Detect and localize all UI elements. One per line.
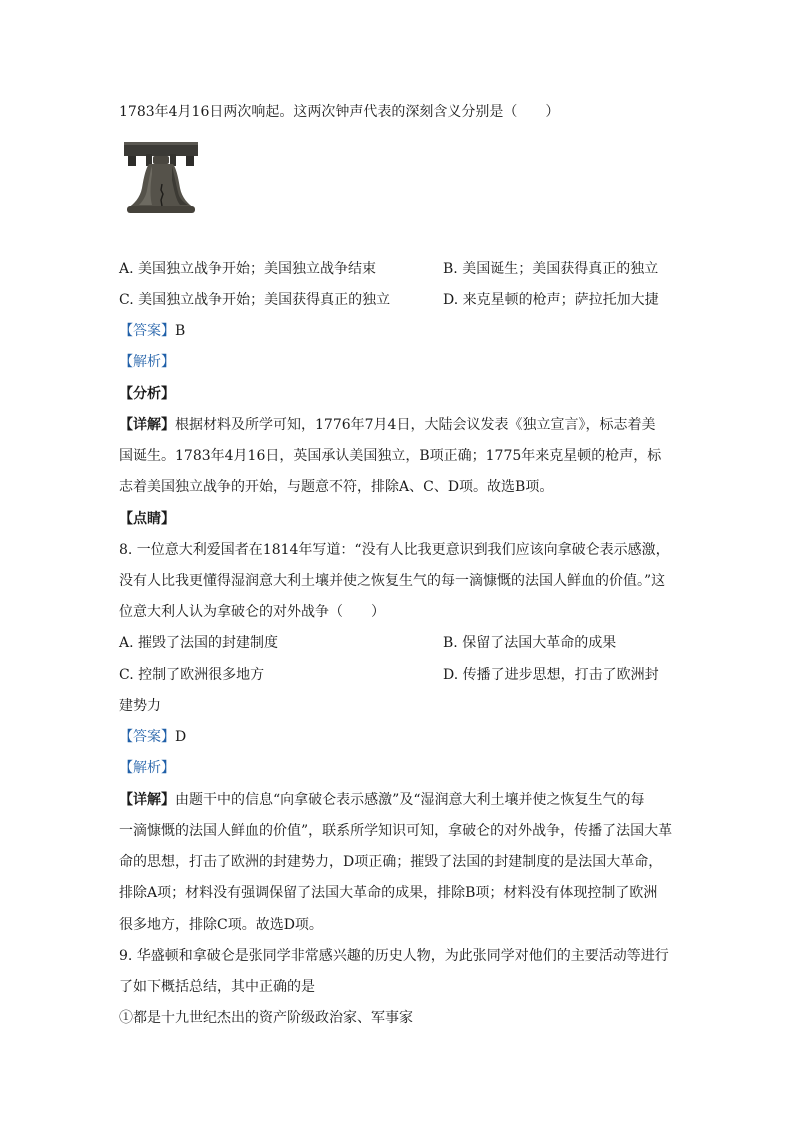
q9-stem-line-2: 了如下概括总结，其中正确的是 <box>119 979 315 995</box>
q8-option-d-continued: 建势力 <box>119 698 161 714</box>
q8-analysis-tag: 【解析】 <box>119 760 175 776</box>
detail-tag: 【详解】 <box>119 792 175 808</box>
q8-stem-line-1: 8. 一位意大利爱国者在1814年写道：“没有人比我更意识到我们应该向拿破仑表示感激， <box>119 542 670 558</box>
liberty-bell-image <box>122 140 200 218</box>
answer-value: B <box>175 323 186 339</box>
q9-stem-line-3: ①都是十九世纪杰出的资产阶级政治家、军事家 <box>119 1010 413 1026</box>
q7-detail-line-2: 国诞生。1783年4月16日，英国承认美国独立，B项正确；1775年来克星顿的枪声，标 <box>119 448 662 464</box>
q8-option-a: A. 摧毁了法国的封建制度 <box>119 635 279 651</box>
detail-text: 由题干中的信息“向拿破仑表示感激”及“湿润意大利土壤并使之恢复生气的每 <box>175 792 645 808</box>
q7-fenxi-tag: 【分析】 <box>119 386 175 402</box>
q7-option-d: D. 来克星顿的枪声；萨拉托加大捷 <box>443 292 659 308</box>
q8-detail-line-2: 一滴慷慨的法国人鲜血的价值”，联系所学知识可知，拿破仑的对外战争，传播了法国大革 <box>119 823 673 839</box>
q7-dianjing-tag: 【点睛】 <box>119 511 175 527</box>
q8-option-b: B. 保留了法国大革命的成果 <box>443 635 617 651</box>
q8-detail-line-1 <box>119 791 644 809</box>
q7-detail-line-3: 志着美国独立战争的开始，与题意不符，排除A、C、D项。故选B项。 <box>119 479 554 495</box>
q8-stem-line-3: 位意大利人认为拿破仑的对外战争（ ） <box>119 604 385 620</box>
q8-option-d: D. 传播了进步思想，打击了欧洲封 <box>443 667 659 683</box>
q7-answer <box>119 322 185 340</box>
q7-option-b: B. 美国诞生；美国获得真正的独立 <box>443 261 659 277</box>
q8-detail-line-4: 排除A项；材料没有强调保留了法国大革命的成果，排除B项；材料没有体现控制了欧洲 <box>119 885 658 901</box>
q7-stem: 1783年4月16日两次响起。这两次钟声代表的深刻含义分别是（ ） <box>119 104 560 120</box>
answer-tag: 【答案】 <box>119 729 175 745</box>
q9-stem-line-1: 9. 华盛顿和拿破仑是张同学非常感兴趣的历史人物，为此张同学对他们的主要活动等进行 <box>119 948 669 964</box>
q7-option-a: A. 美国独立战争开始；美国独立战争结束 <box>119 261 377 277</box>
q8-detail-line-3: 命的思想，打击了欧洲的封建势力，D项正确；摧毁了法国的封建制度的是法国大革命， <box>119 854 663 870</box>
q8-detail-line-5: 很多地方，排除C项。故选D项。 <box>119 917 323 933</box>
q7-detail-line-1 <box>119 416 655 434</box>
q7-analysis-tag: 【解析】 <box>119 354 175 370</box>
q8-option-c: C. 控制了欧洲很多地方 <box>119 667 265 683</box>
q8-stem-line-2: 没有人比我更懂得湿润意大利土壤并使之恢复生气的每一滴慷慨的法国人鲜血的价值。”这 <box>119 573 666 589</box>
detail-tag: 【详解】 <box>119 417 175 433</box>
answer-value: D <box>175 729 187 745</box>
q8-answer <box>119 728 186 746</box>
answer-tag: 【答案】 <box>119 323 175 339</box>
q7-option-c: C. 美国独立战争开始；美国获得真正的独立 <box>119 292 391 308</box>
detail-text: 根据材料及所学可知，1776年7月4日，大陆会议发表《独立宣言》，标志着美 <box>175 417 656 433</box>
